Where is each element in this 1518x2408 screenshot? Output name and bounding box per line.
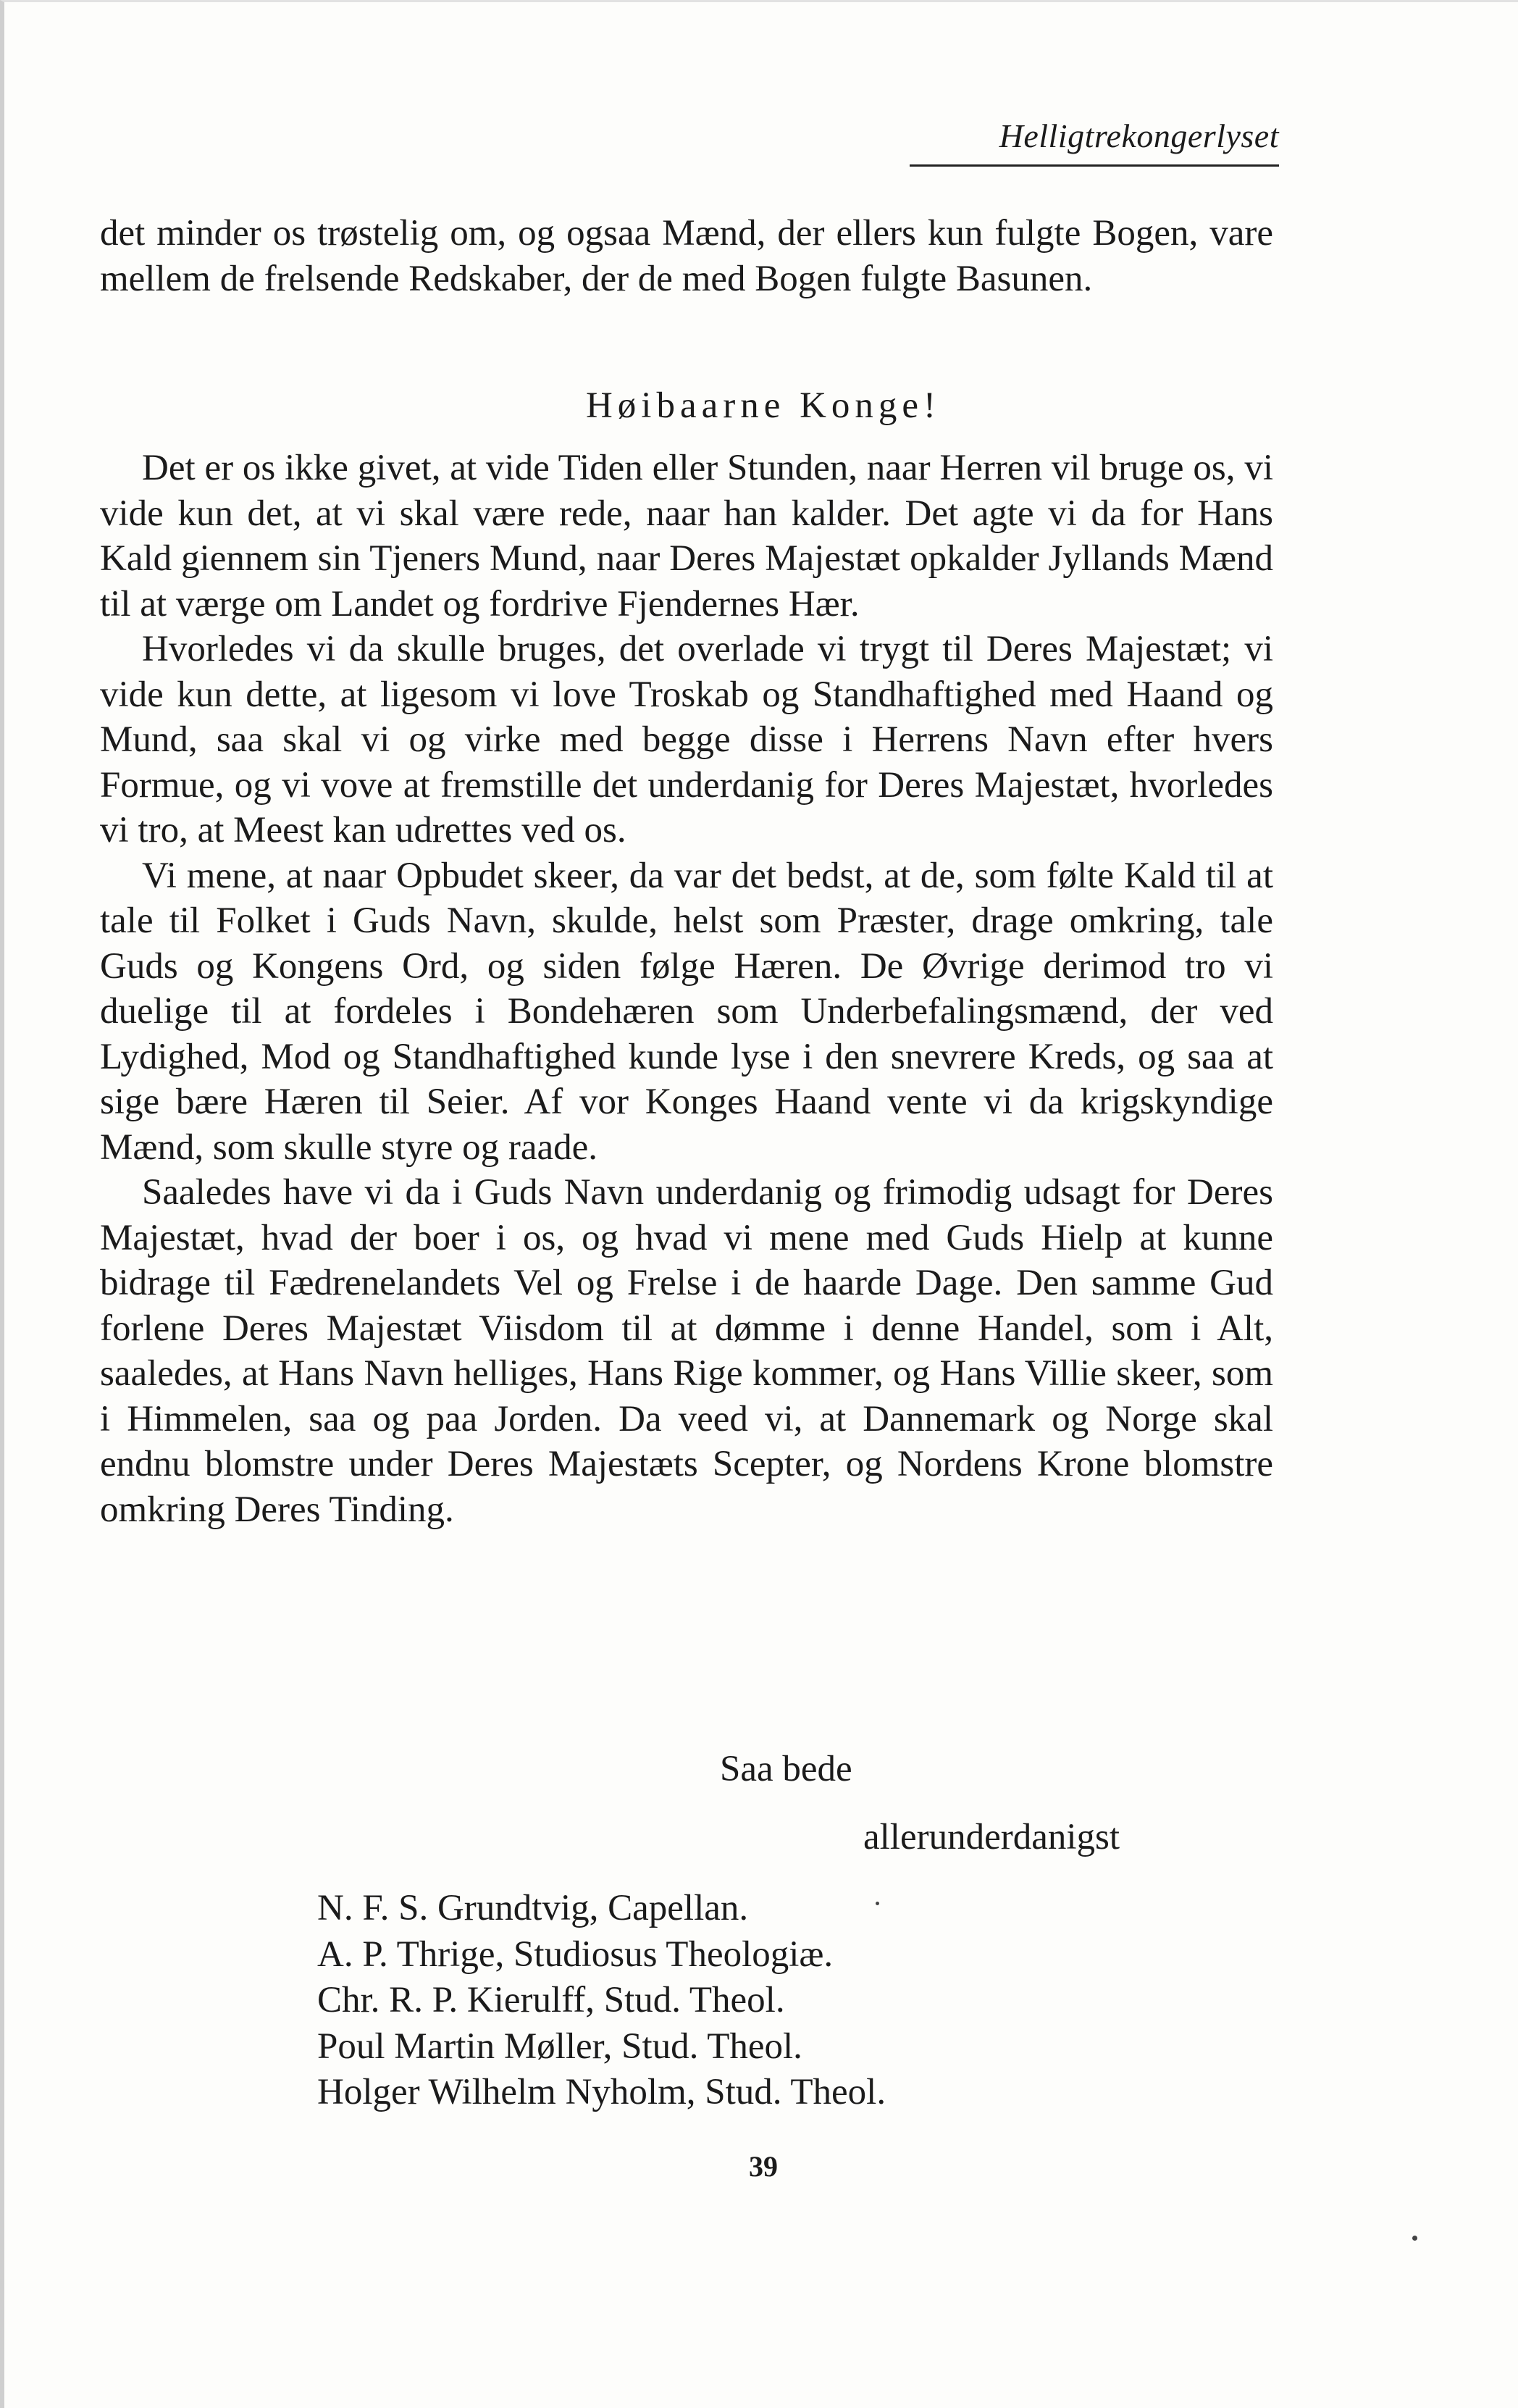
header-rule bbox=[910, 164, 1279, 167]
signatory: Holger Wilhelm Nyholm, Stud. Theol. bbox=[317, 2072, 886, 2112]
running-title: Helligtrekongerlyset bbox=[999, 117, 1279, 154]
signatory-list bbox=[317, 1886, 886, 2116]
closing-line-2: allerunderdanigst bbox=[863, 1817, 1120, 1857]
opening-text-block bbox=[100, 211, 1273, 301]
letter-body bbox=[100, 446, 1273, 1532]
paragraph-1: Det er os ikke givet, at vide Tiden eller Stunden, naar Herren vil bruge os, vi vide kun det, at vi skal være rede, naar han kalder. Det agte vi da for Hans Kald giennem sin Tjeners Mund, naar Deres Majestæt opkalder Jyllands Mænd til at værge om Landet og fordrive Fjendernes Hær. bbox=[100, 448, 1273, 624]
page-number: 39 bbox=[749, 2150, 778, 2183]
paragraph-3: Vi mene, at naar Opbudet skeer, da var det bedst, at de, som følte Kald til at tale til Folket i Guds Navn, skulde, helst som Præster, drage omkring, tale Guds og Kongens Ord, og siden følge Hæren. De Øvrige derimod tro vi duelige til at fordeles i Bondehæren som Underbefalingsmænd, der ved Lydighed, Mod og Standhaftighed kunde lyse i den snevrere Kreds, og saa at sige bære Hæren til Seier. Af vor Konges Haand vente vi da krigskyndige Mænd, som skulle styre og raade. bbox=[100, 855, 1273, 1168]
paragraph-4: Saaledes have vi da i Guds Navn underdanig og frimodig udsagt for Deres Majestæt, hvad der boer i os, og hvad vi mene med Guds Hielp at kunne bidrage til Fædrenelandets Vel og Frelse i de haarde Dage. Den samme Gud forlene Deres Majestæt Viisdom til at dømme i denne Handel, som i Alt, saaledes, at Hans Navn helliges, Hans Rige kommer, og Hans Villie skeer, som i Himmelen, saa og paa Jorden. Da veed vi, at Dannemark og Norge skal endnu blomstre under Deres Majestæts Scepter, og Nordens Krone blomstre omkring Deres Tinding. bbox=[100, 1172, 1273, 1530]
salutation: Høibaarne Konge! bbox=[585, 385, 942, 426]
signatory: Chr. R. P. Kierulff, Stud. Theol. bbox=[317, 1980, 785, 2020]
ink-speck bbox=[876, 1902, 879, 1905]
signatory: N. F. S. Grundtvig, Capellan. bbox=[317, 1888, 749, 1928]
ink-speck bbox=[1412, 2236, 1417, 2241]
paragraph-2: Hvorledes vi da skulle bruges, det overlade vi trygt til Deres Majestæt; vi vide kun dette, at ligesom vi love Troskab og Standhaftighed med Haand og Mund, saa skal vi og virke med begge disse i Herrens Navn efter hvers Formue, og vi vove at fremstille det underdanig for Deres Majestæt, hvorledes vi tro, at Meest kan udrettes ved os. bbox=[100, 629, 1273, 850]
signatory: A. P. Thrige, Studiosus Theologiæ. bbox=[317, 1933, 834, 1975]
opening-paragraph: det minder os trøstelig om, og ogsaa Mænd, der ellers kun fulgte Bogen, vare mellem de frelsende Redskaber, der de med Bogen fulgte Basunen. bbox=[100, 213, 1273, 299]
signatory: Poul Martin Møller, Stud. Theol. bbox=[317, 2026, 802, 2067]
closing-line-1: Saa bede bbox=[720, 1749, 852, 1789]
